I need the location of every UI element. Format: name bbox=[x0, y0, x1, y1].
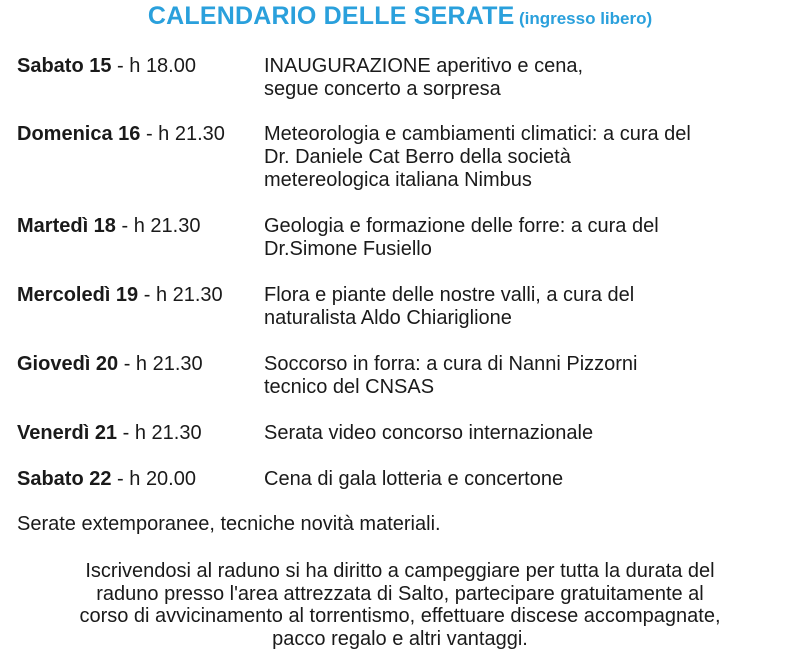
event-description bbox=[264, 468, 794, 491]
event-when bbox=[17, 284, 223, 307]
paragraph-line: raduno presso l'area attrezzata di Salto, partecipare gratuitamente al bbox=[0, 583, 800, 606]
event-desc-line: Meteorologia e cambiamenti climatici: a cura del bbox=[264, 123, 794, 146]
event-description bbox=[264, 353, 794, 399]
event-when bbox=[17, 55, 196, 78]
event-time: - h 20.00 bbox=[111, 468, 196, 490]
event-day: Sabato 22 bbox=[17, 468, 111, 490]
paragraph-line: pacco regalo e altri vantaggi. bbox=[0, 628, 800, 650]
event-day: Giovedì 20 bbox=[17, 353, 118, 375]
event-description bbox=[264, 55, 794, 101]
event-desc-line: metereologica italiana Nimbus bbox=[264, 169, 794, 192]
event-when bbox=[17, 123, 225, 146]
event-desc-line: Geologia e formazione delle forre: a cura del bbox=[264, 215, 794, 238]
event-description bbox=[264, 284, 794, 330]
event-when bbox=[17, 353, 203, 376]
event-time: - h 21.30 bbox=[140, 123, 225, 145]
event-day: Domenica 16 bbox=[17, 123, 140, 145]
paragraph-line: Iscrivendosi al raduno si ha diritto a campeggiare per tutta la durata del bbox=[0, 560, 800, 583]
event-description bbox=[264, 215, 794, 261]
event-day: Mercoledì 19 bbox=[17, 284, 138, 306]
event-when bbox=[17, 422, 202, 445]
event-time: - h 21.30 bbox=[117, 422, 202, 444]
calendar-title bbox=[0, 2, 800, 31]
event-desc-line: Serata video concorso internazionale bbox=[264, 422, 794, 445]
event-time: - h 21.30 bbox=[116, 215, 201, 237]
event-description bbox=[264, 123, 794, 192]
event-desc-line: naturalista Aldo Chiariglione bbox=[264, 307, 794, 330]
event-desc-line: INAUGURAZIONE aperitivo e cena, bbox=[264, 55, 794, 78]
event-when bbox=[17, 215, 200, 238]
event-description bbox=[264, 422, 794, 445]
event-day: Martedì 18 bbox=[17, 215, 116, 237]
title-subtitle: (ingresso libero) bbox=[519, 9, 652, 28]
event-time: - h 21.30 bbox=[138, 284, 223, 306]
event-desc-line: segue concerto a sorpresa bbox=[264, 78, 794, 101]
event-time: - h 21.30 bbox=[118, 353, 203, 375]
event-day: Sabato 15 bbox=[17, 55, 111, 77]
event-desc-line: Cena di gala lotteria e concertone bbox=[264, 468, 794, 491]
event-time: - h 18.00 bbox=[111, 55, 196, 77]
event-desc-line: tecnico del CNSAS bbox=[264, 376, 794, 399]
event-when bbox=[17, 468, 196, 491]
paragraph-line: corso di avvicinamento al torrentismo, effettuare discese accompagnate, bbox=[0, 605, 800, 628]
extra-note: Serate extemporanee, tecniche novità materiali. bbox=[17, 513, 441, 536]
event-desc-line: Soccorso in forra: a cura di Nanni Pizzorni bbox=[264, 353, 794, 376]
title-main: CALENDARIO DELLE SERATE bbox=[148, 2, 515, 30]
event-desc-line: Dr. Daniele Cat Berro della società bbox=[264, 146, 794, 169]
event-desc-line: Flora e piante delle nostre valli, a cura del bbox=[264, 284, 794, 307]
event-day: Venerdì 21 bbox=[17, 422, 117, 444]
registration-paragraph bbox=[0, 560, 800, 650]
event-desc-line: Dr.Simone Fusiello bbox=[264, 238, 794, 261]
